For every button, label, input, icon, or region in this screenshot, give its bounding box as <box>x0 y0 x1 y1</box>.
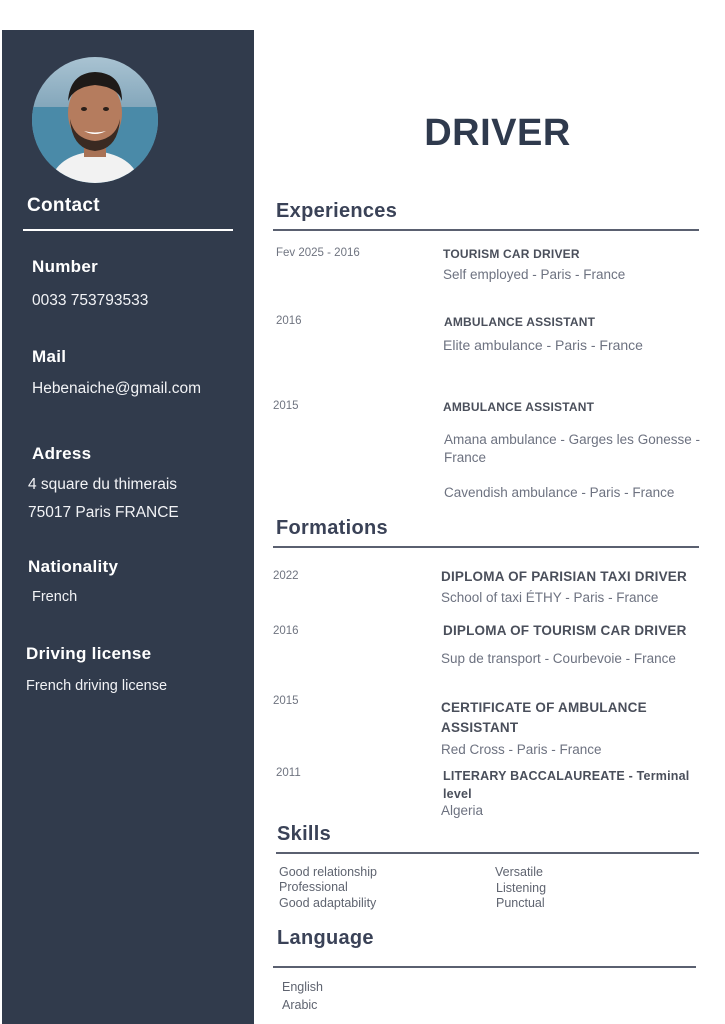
skills-heading: Skills <box>277 823 332 845</box>
language-heading: Language <box>277 927 374 949</box>
formation-date: 2016 <box>273 625 299 637</box>
mail-label: Mail <box>32 347 67 366</box>
language-item: Arabic <box>282 998 318 1012</box>
experience-title: TOURISM CAR DRIVER <box>443 247 580 261</box>
number-label: Number <box>32 257 99 276</box>
page-title: DRIVER <box>424 112 571 154</box>
formation-title: DIPLOMA OF TOURISM CAR DRIVER <box>443 623 687 638</box>
mail-value: Hebenaiche@gmail.com <box>32 380 202 397</box>
license-label: Driving license <box>26 644 152 663</box>
experience-detail: Amana ambulance - Garges les Gonesse - France <box>444 432 700 465</box>
nationality-label: Nationality <box>28 557 119 576</box>
language-item: English <box>282 980 323 994</box>
contact-divider <box>23 229 233 231</box>
formation-date: 2022 <box>273 570 299 582</box>
language-divider <box>273 966 696 968</box>
experience-date: 2016 <box>276 315 302 327</box>
formation-title: DIPLOMA OF PARISIAN TAXI DRIVER <box>441 569 687 584</box>
formation-title: CERTIFICATE OF AMBULANCE ASSISTANT <box>441 700 647 735</box>
address-line1: 4 square du thimerais <box>28 476 178 493</box>
sidebar <box>2 30 254 1024</box>
nationality-value: French <box>32 589 78 605</box>
experiences-divider <box>273 229 699 231</box>
formations-divider <box>273 546 699 548</box>
formation-date: 2015 <box>273 695 299 707</box>
address-line2: 75017 Paris FRANCE <box>28 504 179 521</box>
avatar <box>32 57 158 183</box>
skill-item: Listening <box>496 881 547 895</box>
skill-item: Good relationship <box>279 865 377 879</box>
formation-detail: Sup de transport - Courbevoie - France <box>441 651 676 666</box>
number-value: 0033 753793533 <box>32 292 149 309</box>
formation-detail: Algeria <box>441 803 484 818</box>
skill-item: Versatile <box>495 865 543 879</box>
experience-title: AMBULANCE ASSISTANT <box>444 315 596 329</box>
license-value: French driving license <box>26 678 168 694</box>
experience-detail: Self employed - Paris - France <box>443 267 626 282</box>
skill-item: Professional <box>279 880 348 894</box>
experience-detail: Elite ambulance - Paris - France <box>443 337 643 353</box>
formation-date: 2011 <box>276 767 301 779</box>
experience-date: Fev 2025 - 2016 <box>276 247 360 259</box>
experience-date: 2015 <box>273 400 299 412</box>
skills-divider <box>276 852 699 854</box>
formations-heading: Formations <box>276 517 388 539</box>
formation-detail: Red Cross - Paris - France <box>441 742 602 757</box>
address-label: Adress <box>32 444 92 463</box>
skill-item: Good adaptability <box>279 896 377 910</box>
experiences-heading: Experiences <box>276 200 398 222</box>
skill-item: Punctual <box>496 896 545 910</box>
formation-detail: School of taxi ÉTHY - Paris - France <box>441 590 659 605</box>
experience-detail: Cavendish ambulance - Paris - France <box>444 485 675 500</box>
profile-photo <box>32 57 158 183</box>
contact-heading: Contact <box>27 195 100 216</box>
formation-title: LITERARY BACCALAUREATE - Terminal level <box>443 769 690 801</box>
experience-title: AMBULANCE ASSISTANT <box>443 400 595 414</box>
